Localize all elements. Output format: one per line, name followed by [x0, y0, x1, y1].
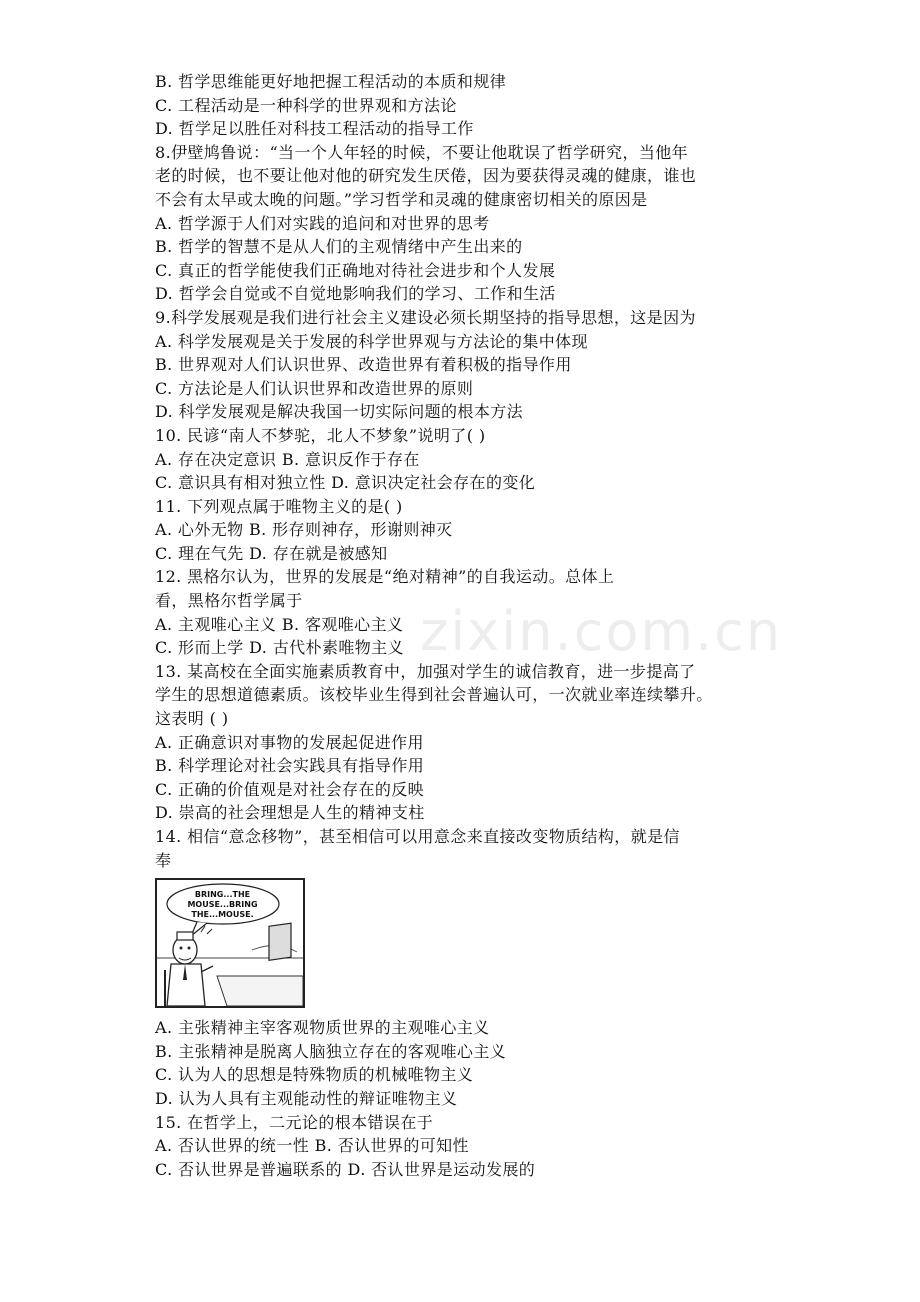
- text-line: 14. 相信“意念移物”，甚至相信可以用意念来直接改变物质结构，就是信: [155, 827, 680, 846]
- question-block-after-figure: [155, 1016, 795, 1181]
- text-line: C. 形而上学 D. 古代朴素唯物主义: [155, 638, 404, 658]
- text-line: 10. 民谚“南人不梦驼，北人不梦象”说明了( ): [155, 425, 486, 445]
- text-line: D. 哲学足以胜任对科技工程活动的指导工作: [155, 119, 474, 139]
- text-line: 这表明 ( ): [155, 709, 229, 729]
- text-line: A. 存在决定意识 B. 意识反作于存在: [155, 449, 420, 469]
- text-line: B. 哲学的智慧不是从人们的主观情绪中产生出来的: [155, 237, 523, 257]
- watermark: zixin.com.cn: [420, 600, 783, 663]
- text-line: A. 主观唯心主义 B. 客观唯心主义: [155, 614, 404, 634]
- text-line: 不会有太早或太晚的问题。”学习哲学和灵魂的健康密切相关的原因是: [155, 189, 648, 209]
- text-line: 8.伊壁鸠鲁说：“当一个人年轻的时候，不要让他耽误了哲学研究，当他年: [155, 142, 689, 162]
- question-block-before-figure: [155, 70, 795, 872]
- comic-figure: [155, 878, 305, 1008]
- text-line: 15. 在哲学上，二元论的根本错误在于: [155, 1112, 434, 1132]
- document-page: [155, 70, 795, 1181]
- text-line: C. 正确的价值观是对社会存在的反映: [155, 779, 425, 799]
- text-line: D. 科学发展观是解决我国一切实际问题的根本方法: [155, 402, 524, 422]
- text-line: A. 正确意识对事物的发展起促进作用: [155, 732, 424, 752]
- text-line: C. 理在气先 D. 存在就是被感知: [155, 543, 388, 563]
- text-line: C. 意识具有相对独立性 D. 意识决定社会存在的变化: [155, 473, 536, 493]
- text-line: 学生的思想道德素质。该校毕业生得到社会普遍认可，一次就业率连续攀升。: [155, 685, 713, 705]
- text-line: A. 心外无物 B. 形存则神存，形谢则神灭: [155, 520, 453, 540]
- text-line: 13. 某高校在全面实施素质教育中，加强对学生的诚信教育，进一步提高了: [155, 661, 696, 681]
- speech-bubble-text: BRING...THE MOUSE...BRING THE...MOUSE.: [187, 890, 258, 920]
- text-line: A. 科学发展观是关于发展的科学世界观与方法论的集中体现: [155, 331, 588, 351]
- text-line: B. 主张精神是脱离人脑独立存在的客观唯心主义: [155, 1041, 507, 1061]
- text-line: 12. 黑格尔认为，世界的发展是“绝对精神”的自我运动。总体上: [155, 567, 615, 587]
- text-line: B. 世界观对人们认识世界、改造世界有着积极的指导作用: [155, 355, 572, 375]
- text-line: A. 哲学源于人们对实践的追问和对世界的思考: [155, 213, 490, 233]
- text-line: 9.科学发展观是我们进行社会主义建设必须长期坚持的指导思想，这是因为: [155, 307, 696, 327]
- text-line: B. 哲学思维能更好地把握工程活动的本质和规律: [155, 72, 507, 91]
- text-line: 老的时候，也不要让他对他的研究发生厌倦，因为要获得灵魂的健康，谁也: [155, 166, 697, 186]
- text-line: D. 哲学会自觉或不自觉地影响我们的学习、工作和生活: [155, 284, 556, 304]
- text-line: 看，黑格尔哲学属于: [155, 591, 303, 611]
- text-line: A. 否认世界的统一性 B. 否认世界的可知性: [155, 1136, 469, 1156]
- text-line: C. 方法论是人们认识世界和改造世界的原则: [155, 378, 474, 398]
- text-line: C. 认为人的思想是特殊物质的机械唯物主义: [155, 1065, 474, 1085]
- text-line: B. 科学理论对社会实践具有指导作用: [155, 756, 425, 776]
- text-line: D. 认为人具有主观能动性的辩证唯物主义: [155, 1088, 458, 1108]
- text-line: 奉: [155, 850, 172, 870]
- text-line: 11. 下列观点属于唯物主义的是( ): [155, 496, 403, 516]
- text-line: C. 真正的哲学能使我们正确地对待社会进步和个人发展: [155, 260, 556, 280]
- text-line: D. 崇高的社会理想是人生的精神支柱: [155, 803, 425, 823]
- text-line: C. 工程活动是一种科学的世界观和方法论: [155, 95, 457, 115]
- text-line: C. 否认世界是普遍联系的 D. 否认世界是运动发展的: [155, 1159, 536, 1179]
- text-line: A. 主张精神主宰客观物质世界的主观唯心主义: [155, 1018, 490, 1038]
